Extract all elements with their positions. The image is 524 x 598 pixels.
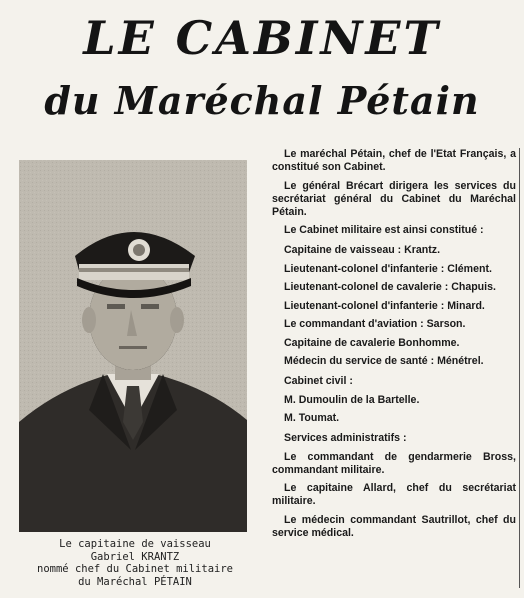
- article-paragraph: Le général Brécart dirigera les services du secrétariat général du Cabinet du Maréchal Pétain.: [272, 179, 516, 218]
- portrait-photo: [19, 160, 247, 532]
- article-paragraph: Le commandant de gendarmerie Bross, commandant militaire.: [272, 450, 516, 476]
- article-paragraph: Médecin du service de santé : Ménétrel.: [284, 355, 484, 367]
- article-paragraph: M. Toumat.: [284, 412, 340, 424]
- article-paragraph: Lieutenant-colonel d'infanterie : Clément.: [284, 262, 492, 275]
- portrait-illustration: [19, 160, 247, 532]
- article-paragraph: Le Cabinet militaire est ainsi constitué :: [284, 224, 484, 236]
- article-paragraph: Services administratifs :: [284, 432, 407, 444]
- article-paragraph: Capitaine de vaisseau : Krantz.: [284, 244, 441, 256]
- article-body: [272, 148, 516, 545]
- photo-caption: [0, 538, 270, 588]
- article-paragraph: Capitaine de cavalerie Bonhomme.: [284, 336, 460, 349]
- article-paragraph: Le médecin commandant Sautrillot, chef du service médical.: [272, 513, 516, 539]
- caption-line: Le capitaine de vaisseau: [59, 538, 211, 550]
- article-paragraph: Cabinet civil :: [284, 375, 353, 387]
- article-paragraph: M. Dumoulin de la Bartelle.: [284, 393, 420, 406]
- article-paragraph: Le capitaine Allard, chef du secrétariat militaire.: [272, 482, 516, 507]
- caption-line: du Maréchal PÉTAIN: [78, 575, 192, 588]
- column-rule: [519, 148, 520, 588]
- headline-main: LE CABINET: [83, 11, 441, 65]
- article-paragraph: Le maréchal Pétain, chef de l'Etat Français, a constitué son Cabinet.: [272, 148, 516, 173]
- article-paragraph: Lieutenant-colonel de cavalerie : Chapuis.: [284, 281, 496, 293]
- article-paragraph: Le commandant d'aviation : Sarson.: [284, 318, 466, 330]
- caption-line: nommé chef du Cabinet militaire: [37, 563, 233, 575]
- caption-line: Gabriel KRANTZ: [90, 550, 180, 563]
- article-paragraph: Lieutenant-colonel d'infanterie : Minard.: [284, 299, 485, 312]
- headline-sub: du Maréchal Pétain: [44, 78, 480, 123]
